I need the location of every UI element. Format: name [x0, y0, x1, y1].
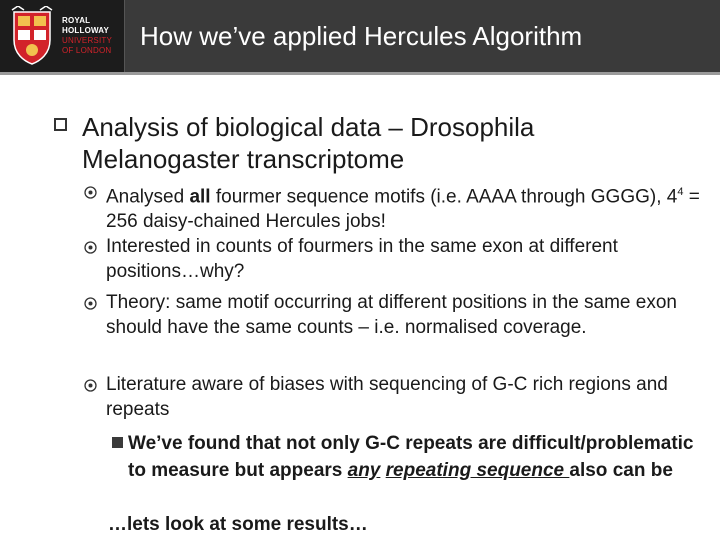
- checkbox-bullet-icon: [54, 118, 67, 131]
- header-divider: [0, 72, 720, 75]
- bullet-text: Theory: same motif occurring at different positions in the same exon should have the same counts – i.e. normalised coverage.: [106, 292, 677, 338]
- closing-text: …lets look at some results…: [108, 514, 368, 535]
- slide-title: How we’ve applied Hercules Algorithm: [140, 21, 583, 51]
- logo-line: UNIVERSITY: [62, 36, 113, 45]
- bullet-text: Interested in counts of fourmers in the same exon at different positions…why?: [106, 236, 618, 282]
- university-logo: [0, 0, 125, 72]
- square-bullet-icon: [112, 437, 123, 448]
- target-bullet-icon: [84, 379, 97, 392]
- sub-bullet-text: We’ve found that not only G-C repeats are difficult/problematic to measure but appears any repeating sequence also can be: [128, 433, 694, 481]
- main-heading: [58, 111, 698, 175]
- target-bullet-icon: [84, 186, 97, 199]
- logo-text: [62, 16, 112, 56]
- main-heading-text: Analysis of biological data – Drosophila Melanogaster transcriptome: [82, 112, 535, 174]
- header-bar: [0, 0, 720, 72]
- bullet-text: Literature aware of biases with sequencing of G-C rich regions and repeats: [106, 374, 668, 420]
- target-bullet-icon: [84, 297, 97, 310]
- crest-icon: [10, 6, 54, 66]
- bullet-text: Analysed all fourmer sequence motifs (i.e. AAAA through GGGG), $4^4 = 256$ daisy-chained Hercules jobs!: [106, 186, 700, 232]
- logo-line: ROYAL: [62, 16, 91, 25]
- logo-line: HOLLOWAY: [62, 26, 110, 35]
- logo-line: OF LONDON: [62, 46, 112, 55]
- target-bullet-icon: [84, 241, 97, 254]
